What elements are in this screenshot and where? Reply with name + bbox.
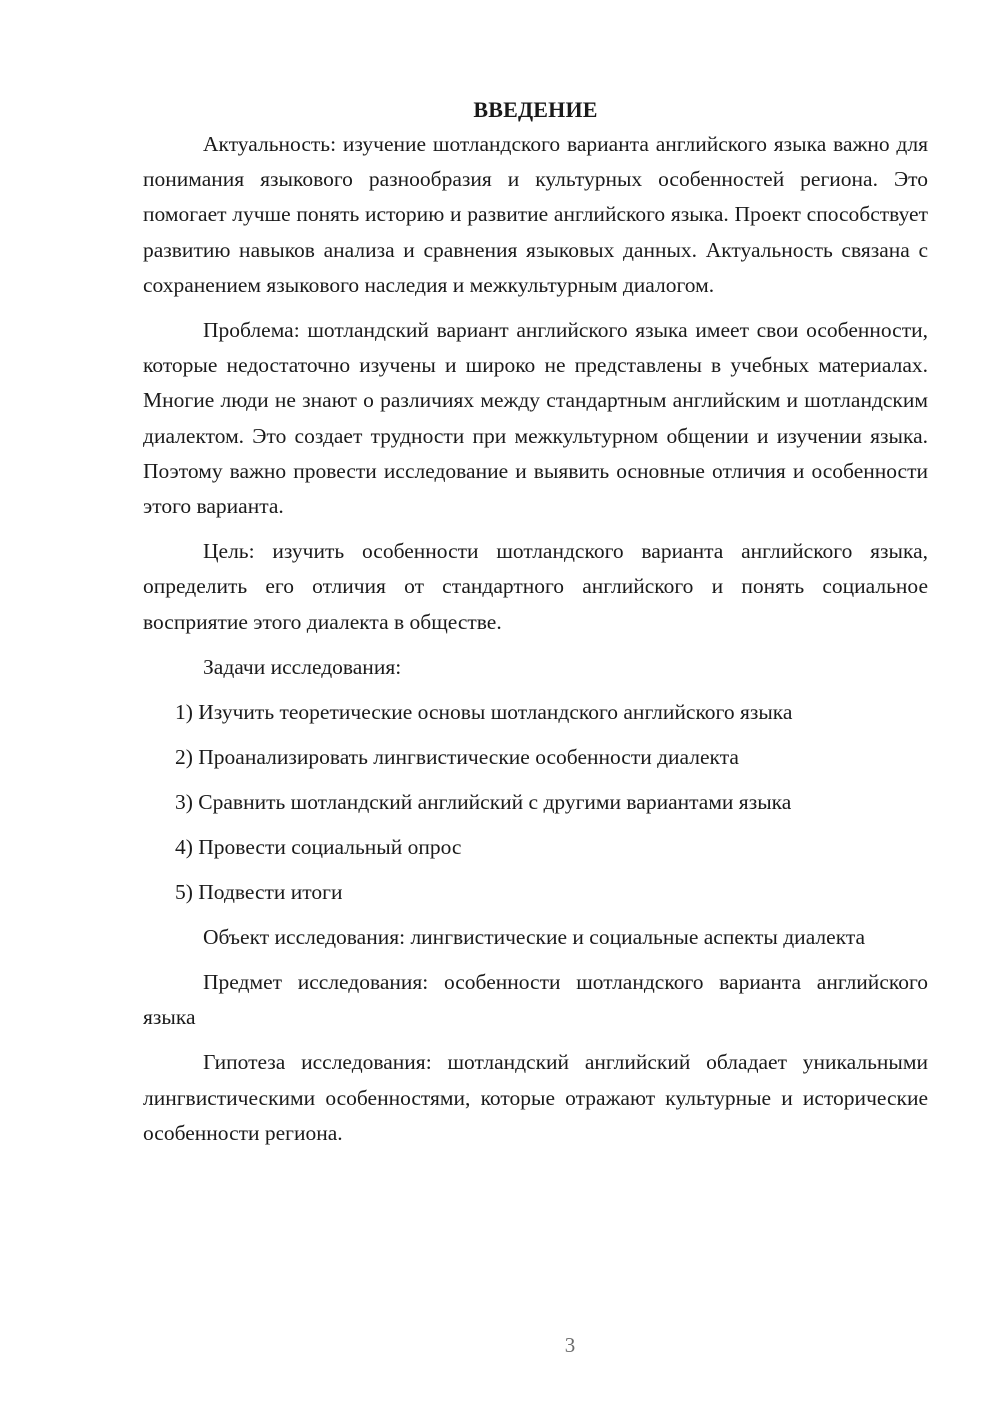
hypothesis-paragraph: Гипотеза исследования: шотландский английский обладает уникальными лингвистическими особенностями, которые отражают культурные и исторические особенности региона.: [143, 1050, 928, 1145]
goal-paragraph: Цель: изучить особенности шотландского варианта английского языка, определить его отличия от стандартного английского и понять социальное восприятие этого диалекта в обществе.: [143, 539, 928, 634]
task-item: 3) Сравнить шотландский английский с другими вариантами языка: [175, 789, 792, 814]
subject-paragraph: Предмет исследования: особенности шотландского варианта английского языка: [143, 970, 928, 1030]
tasks-title: Задачи исследования:: [203, 654, 402, 679]
object-paragraph: Объект исследования: лингвистические и социальные аспекты диалекта: [203, 924, 866, 949]
page-number: 3: [564, 1333, 576, 1357]
task-item: 1) Изучить теоретические основы шотландского английского языка: [175, 699, 793, 724]
problem-paragraph: Проблема: шотландский вариант английского языка имеет свои особенности, которые недостаточно изучены и широко не представлены в учебных материалах. Многие люди не знают о различиях между стандартным английским и шотландским диалектом. Это создает трудности при межкультурном общении и изучении языка. Поэтому важно провести исследование и выявить основные отличия и особенности этого варианта.: [143, 318, 928, 519]
page-heading: ВВЕДЕНИЕ: [473, 97, 598, 122]
page-content: [143, 92, 928, 1151]
relevance-paragraph: Актуальность: изучение шотландского варианта английского языка важно для понимания языкового разнообразия и культурных особенностей региона. Это помогает лучше понять историю и развитие английского языка. Проект способствует развитию навыков анализа и сравнения языковых данных. Актуальность связана с сохранением языкового наследия и межкультурным диалогом.: [143, 132, 928, 297]
task-item: 2) Проанализировать лингвистические особенности диалекта: [175, 744, 739, 769]
task-item: 5) Подвести итоги: [175, 879, 343, 904]
task-list: [143, 695, 928, 910]
task-item: 4) Провести социальный опрос: [175, 834, 462, 859]
